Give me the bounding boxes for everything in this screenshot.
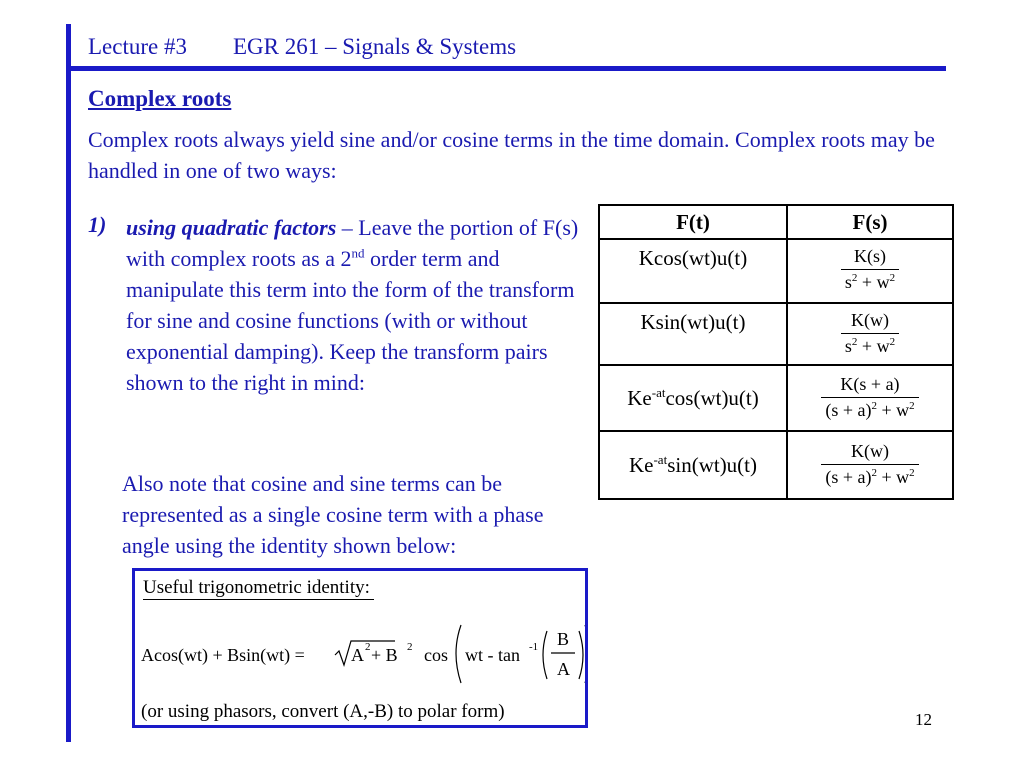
ft-base: Ke — [628, 452, 654, 477]
den-exp: 2 — [871, 400, 877, 412]
inverse-exp: -1 — [529, 641, 539, 653]
table-cell-fs — [787, 365, 953, 431]
ft-exp: -at — [651, 384, 666, 400]
list-item-number: 1) — [88, 212, 107, 237]
den-exp: 2 — [889, 336, 896, 348]
den-exp: 2 — [871, 467, 877, 479]
trig-identity-box — [132, 568, 588, 728]
formula-argument: wt - tan — [465, 645, 520, 665]
table-cell-ft — [599, 431, 787, 499]
table-cell-fs — [787, 431, 953, 499]
fraction — [821, 374, 918, 421]
header-rule — [66, 66, 946, 71]
table-cell-ft: Kcos(wt)u(t) — [599, 239, 787, 303]
ft-term: cos(wt)u(t) — [665, 385, 759, 410]
den-term: + w — [857, 336, 890, 356]
table-cell-fs — [787, 303, 953, 365]
fraction-numerator: K(w) — [850, 310, 889, 330]
table-header-ft: F(t) — [599, 205, 787, 239]
item-superscript: nd — [351, 245, 365, 261]
radicand-a: A — [351, 645, 364, 665]
table-row — [599, 431, 953, 499]
cos-label: cos — [424, 645, 448, 665]
radicand-exp-a: 2 — [365, 641, 371, 653]
fraction-numerator: K(s) — [853, 246, 886, 266]
fraction — [841, 310, 899, 357]
page-number: 12 — [915, 710, 932, 729]
den-base: s — [844, 336, 852, 356]
ft-base: Ke — [627, 385, 652, 410]
table-header-row — [599, 205, 953, 239]
fraction-numerator: K(s + a) — [840, 374, 900, 394]
table-row — [599, 303, 953, 365]
transform-pairs-table — [598, 204, 954, 500]
den-exp: 2 — [909, 400, 915, 412]
table-cell-fs — [787, 239, 953, 303]
den-exp: 2 — [851, 272, 858, 284]
fraction — [841, 246, 899, 293]
note-paragraph: Also note that cosine and sine terms can be represented as a single cosine term with a phase angle using the identity shown below: — [122, 471, 544, 558]
lecture-label: Lecture #3 — [88, 34, 187, 59]
inner-open-paren — [543, 631, 547, 679]
ft-term: sin(wt)u(t) — [667, 452, 758, 477]
intro-paragraph: Complex roots always yield sine and/or cosine terms in the time domain. Complex roots may be handled in one of two ways: — [88, 127, 935, 183]
item-text-b: order term and manipulate this term into the form of the transform for sine and cosine functions (with or without exponential damping). Keep the transform pairs shown to the right in mind: — [126, 246, 575, 395]
slide-subtitle: Complex roots — [88, 86, 232, 111]
radicand-exp-b: 2 — [407, 641, 413, 653]
item-text-a: – Leave the portion of F(s) with complex roots as a 2 — [126, 215, 579, 271]
formula-lhs: Acos(wt) + Bsin(wt) = — [141, 645, 305, 665]
fraction-denominator — [821, 464, 918, 488]
list-item-quadratic-factors — [126, 212, 588, 398]
left-accent-bar — [66, 24, 71, 742]
table-row — [599, 365, 953, 431]
den-exp: 2 — [889, 272, 896, 284]
ft-exp: -at — [653, 451, 668, 467]
den-term: + w — [876, 467, 910, 487]
slide-header — [88, 34, 516, 60]
open-paren — [456, 625, 461, 683]
den-term: + w — [876, 400, 910, 420]
den-exp: 2 — [851, 336, 858, 348]
fraction — [821, 441, 918, 488]
course-title: EGR 261 – Signals & Systems — [232, 34, 517, 59]
identity-note: (or using phasors, convert (A,-B) to polar form) — [141, 701, 505, 722]
radicand-b: + B — [371, 645, 398, 665]
identity-title: Useful trigonometric identity: — [143, 577, 374, 600]
den-base: (s + a) — [825, 400, 872, 420]
table-cell-ft: Ksin(wt)u(t) — [599, 303, 787, 365]
den-base: s — [844, 272, 852, 292]
den-exp: 2 — [909, 467, 915, 479]
fraction-denominator — [841, 269, 899, 293]
table-cell-ft — [599, 365, 787, 431]
den-term: + w — [857, 272, 890, 292]
fraction-denominator: A — [557, 659, 570, 679]
den-base: (s + a) — [825, 467, 872, 487]
item-lead: using quadratic factors — [126, 215, 337, 240]
fraction-denominator — [841, 333, 899, 357]
fraction-numerator: B — [557, 629, 570, 649]
table-header-fs: F(s) — [787, 205, 953, 239]
table-row — [599, 239, 953, 303]
fraction-numerator: K(w) — [850, 441, 889, 461]
fraction-denominator — [821, 397, 918, 421]
inner-close-paren — [579, 631, 583, 679]
identity-formula — [139, 617, 585, 689]
